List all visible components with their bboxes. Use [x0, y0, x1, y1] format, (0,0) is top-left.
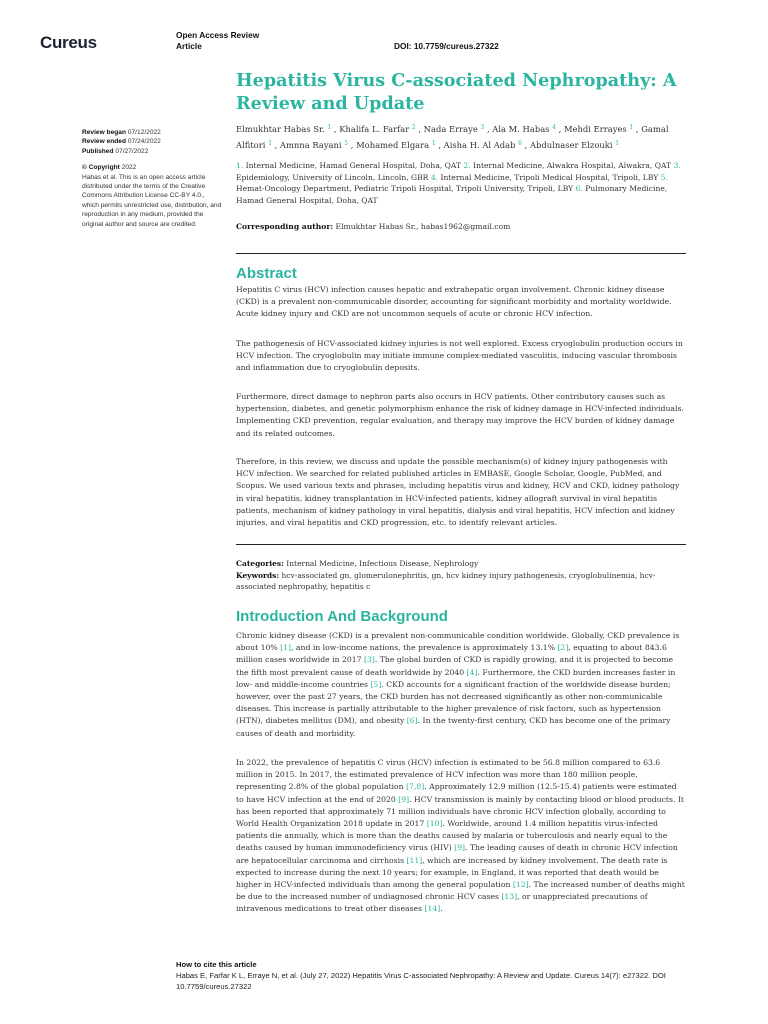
- article-type-line2: Article: [176, 41, 202, 51]
- author-name[interactable]: , Nada Erraye: [415, 124, 481, 134]
- corresponding-label: Corresponding author:: [236, 222, 334, 231]
- paragraph-text: .: [440, 904, 443, 914]
- author-name[interactable]: , Aisha H. Al Adab: [435, 139, 519, 150]
- affiliation-sup[interactable]: 1: [629, 124, 634, 131]
- keywords-value: hcv-associated gn, glomerulonephritis, gn, hcv kidney injury pathogenesis, cryoglobulinemia, hcv-associated nephropathy, hepatitis c: [236, 570, 656, 592]
- affiliation-number: 3.: [671, 161, 681, 170]
- author-name[interactable]: , Amnna Rayani: [271, 139, 345, 150]
- categories-block: [236, 558, 686, 593]
- keywords-label: Keywords:: [236, 570, 280, 580]
- reference-link[interactable]: [9]: [398, 794, 410, 804]
- review-began-label: Review began: [82, 129, 126, 136]
- reference-link[interactable]: [3]: [364, 655, 375, 665]
- reference-link[interactable]: [11]: [406, 855, 423, 865]
- affiliation-sup[interactable]: 6: [518, 139, 522, 147]
- paragraph-text: . The increased number of deaths might be due to the increased number of undiagnosed chronic HCV cases: [236, 880, 685, 902]
- affiliation-text: Internal Medicine, Hamad General Hospital, Doha, QAT: [245, 161, 462, 170]
- license-text: Habas et al. This is an open access article distributed under the terms of the Creative Commons Attribution License CC-BY 4.0., which permits unrestricted use, distribution, and reproduction in any medium, provided the original author and source are credited.: [82, 173, 222, 228]
- article-type: [176, 30, 259, 52]
- affiliation-text: Internal Medicine, Tripoli Medical Hospital, Tripoli, LBY: [440, 172, 659, 182]
- affiliation-sup[interactable]: 1: [615, 139, 620, 147]
- paragraph-text: . HCV transmission is mainly by contacting blood or blood products. It has been reported that approximately 71 million individuals have chronic HCV infection globally, according to World Health Organization 2018 update in 2017: [236, 794, 684, 829]
- abstract-p4: Therefore, in this review, we discuss and update the possible mechanism(s) of kidney injury pathogenesis with HCV infection. We searched for related published articles in EMBASE, Google Scholar, Google, PubMed, and Scopus. We used various texts and phrases, including hepatitis virus and kidney, HCV and CKD, kidney pathology in viral hepatitis, kidney transplantation in HCV-infected patients, kidney allograft survival in viral hepatitis patients, mechanism of kidney pathology in viral hepatitis, dialysis and viral hepatitis, HCV infection and kidney injuries, and viral hepatitis and CKD progression, etc. to identify relevant articles.: [236, 457, 680, 528]
- reference-link[interactable]: [14]: [424, 904, 441, 914]
- author-name[interactable]: , Mohamed Elgara: [348, 139, 432, 150]
- affiliation-sup[interactable]: 5: [344, 139, 349, 147]
- reference-link[interactable]: [6]: [406, 716, 418, 726]
- affiliation-sup[interactable]: 1: [431, 139, 436, 147]
- affiliation-sup[interactable]: 3: [480, 124, 485, 131]
- affiliation-text: Epidemiology, University of Lincoln, Lincoln, GBR: [236, 172, 429, 182]
- categories-label: Categories:: [236, 559, 284, 568]
- reference-link[interactable]: [1]: [280, 643, 292, 653]
- paragraph-text: . Approximately 12.9 million (12.5-15.4) patients were estimated to have HCV infection at the end of 2020: [236, 782, 677, 804]
- published: [82, 147, 222, 156]
- affiliation-sup[interactable]: 1: [268, 139, 272, 147]
- journal-logo[interactable]: Cureus: [40, 33, 97, 52]
- paragraph-text: . In the twenty-first century, CKD has become one of the primary causes of death and morbidity.: [236, 716, 671, 738]
- published-label: Published: [82, 147, 114, 155]
- reference-link[interactable]: [9]: [454, 843, 466, 853]
- doi[interactable]: DOI: 10.7759/cureus.27322: [394, 41, 499, 51]
- copyright: [82, 163, 222, 172]
- abstract-heading: Abstract: [236, 265, 297, 282]
- reference-link[interactable]: [12]: [512, 880, 529, 890]
- abstract-p3: Furthermore, direct damage to nephron parts also occurs in HCV patients. Other contributory causes such as hypertension, diabetes, and genetic polymorphism enhance the risk of kidney damage in HCV-infected individuals. Implementing CKD prevention, regular evaluation, and therapy may improve the HCV burden of kidney damage and its related outcomes.: [236, 392, 684, 438]
- review-began: [82, 128, 222, 137]
- reference-link[interactable]: [2]: [557, 643, 569, 653]
- author-name[interactable]: , Mehdi Errayes: [556, 124, 630, 134]
- paragraph-text: , which are increased by kidney involvement. The death rate is expected to increase during the next 10 years; for example, in England, it was reported that death would be higher in HCV-infected individuals than among the general population: [236, 855, 668, 890]
- affiliations: [236, 160, 686, 206]
- paragraph-text: In 2022, the prevalence of hepatitis C virus (HCV) infection is estimated to be 56.8 million compared to 63.6 million in 2015. In 2017, the estimated prevalence of HCV infection was more than 180 million people, representing 2.8% of the global population: [236, 758, 661, 792]
- paragraph-text: . Furthermore, the CKD burden increases faster in low- and middle-income countries: [236, 667, 676, 689]
- reference-link[interactable]: [10]: [426, 819, 443, 829]
- divider: [236, 253, 686, 254]
- keywords: [236, 570, 686, 593]
- divider: [236, 544, 686, 545]
- review-ended-date: 07/24/2022: [127, 138, 161, 146]
- corresponding-value[interactable]: Elmukhtar Habas Sr., habas1962@gmail.com: [335, 222, 511, 231]
- affiliation-text: Hemat-Oncology Department, Pediatric Tripoli Hospital, Tripoli University, Tripoli, LBY: [236, 184, 574, 194]
- reference-link[interactable]: [7,8]: [406, 782, 425, 792]
- author-name[interactable]: Elmukhtar Habas Sr.: [236, 124, 328, 134]
- paragraph-text: . CKD accounts for a significant fraction of the worldwide disease burden; however, over the past 27 years, the CKD burden has not decreased significantly as other non-communicable diseases. This increase is partially attributable to the higher prevalence of risk factors, such as hypertension (HTN), diabetes mellitus (DM), and obesity: [236, 679, 671, 726]
- cite-text: Habas E, Farfar K L, Erraye N, et al. (July 27, 2022) Hepatitis Virus C-associated Nephropathy: A Review and Update. Cureus 14(7): e27322. DOI 10.7759/cureus.27322: [176, 971, 666, 991]
- intro-p2: [236, 757, 686, 916]
- paragraph-text: . The leading causes of death in chronic HCV infection are hepatocellular carcinoma and cirrhosis: [236, 843, 678, 865]
- abstract-p1: Hepatitis C virus (HCV) infection causes hepatic and extrahepatic organ involvement. Chronic kidney disease (CKD) is a prevalent non-communicable disorder, accounting for significant morbidity and mortality worldwide. Acute kidney injury and CKD are not uncommon sequels of acute or chronic HCV infection.: [236, 285, 672, 319]
- cite-title: How to cite this article: [176, 960, 257, 969]
- copyright-year: 2022: [121, 164, 137, 172]
- published-date: 07/27/2022: [115, 147, 149, 155]
- article-type-line1: Open Access Review: [176, 30, 260, 40]
- reference-link[interactable]: [4]: [466, 667, 478, 677]
- review-ended-label: Review ended: [82, 138, 126, 146]
- affiliation-text: Internal Medicine, Alwakra Hospital, Alwakra, QAT: [473, 161, 672, 170]
- affiliation-text: Pulmonary Medicine, Hamad General Hospital, Doha, QAT: [236, 184, 668, 205]
- categories-value[interactable]: Internal Medicine, Infectious Disease, Nephrology: [286, 559, 479, 568]
- affiliation-sup[interactable]: 4: [552, 124, 556, 131]
- author-name[interactable]: , Gamal Alfitori: [236, 124, 669, 150]
- paragraph-text: , and in low-income nations, the prevalence is approximately 13.1%: [291, 643, 558, 653]
- affiliation-number: 2.: [461, 161, 474, 170]
- affiliation-sup[interactable]: 1: [327, 124, 332, 131]
- paragraph-text: . Worldwide, around 1.4 million hepatitis virus-infected patients die annually, which is more than the deaths caused by malaria or tuberculosis and nearly equal to the deaths caused by human immunodeficiency virus (HIV): [236, 819, 668, 853]
- author-name[interactable]: , Abdulnaser Elzouki: [522, 139, 616, 150]
- paragraph-text: Chronic kidney disease (CKD) is a prevalent non-communicable condition worldwide. Globally, CKD prevalence is about 10%: [236, 631, 680, 653]
- author-name[interactable]: , Ala M. Habas: [484, 124, 553, 134]
- reference-link[interactable]: [5]: [370, 679, 382, 689]
- author-list: [236, 121, 686, 152]
- affiliation-sup[interactable]: 2: [411, 124, 416, 131]
- categories: [236, 558, 686, 570]
- reference-link[interactable]: [13]: [501, 892, 518, 902]
- article-title: Hepatitis Virus C-associated Nephropathy: A Review and Update: [236, 70, 677, 114]
- author-name[interactable]: , Khalifa L. Farfar: [331, 124, 412, 134]
- review-began-date: 07/12/2022: [127, 129, 161, 136]
- publication-history: [82, 128, 222, 229]
- affiliation-number: 5.: [658, 172, 668, 182]
- copyright-label: © Copyright: [82, 164, 120, 172]
- affiliation-number: 1.: [236, 161, 246, 170]
- intro-heading: Introduction And Background: [236, 608, 448, 625]
- review-ended: [82, 137, 222, 146]
- paragraph-text: , equating to about 843.6 million cases worldwide in 2017: [236, 643, 667, 665]
- corresponding-author: [236, 222, 686, 231]
- affiliation-number: 6.: [573, 184, 586, 194]
- paragraph-text: , or unappreciated precautions of intravenous medications to treat other diseases: [236, 892, 648, 914]
- affiliation-number: 4.: [428, 172, 441, 182]
- intro-p1: [236, 630, 686, 740]
- paragraph-text: . The global burden of CKD is rapidly growing, and it is projected to become the fifth most prevalent cause of death worldwide by 2040: [236, 655, 674, 677]
- abstract-p2: The pathogenesis of HCV-associated kidney injuries is not well explored. Excess cryoglobulin production occurs in HCV infection. The cryoglobulin may initiate immune complex-mediated vasculitis, inducing vascular thrombosis and inflammation due to cryoglobulin deposits.: [236, 339, 683, 373]
